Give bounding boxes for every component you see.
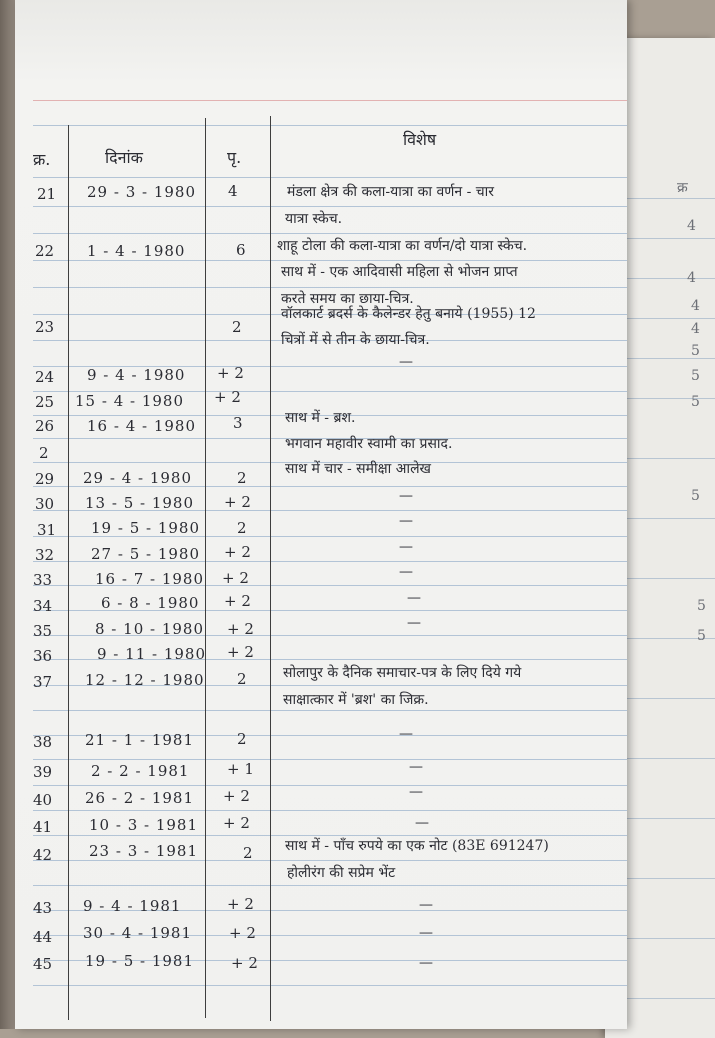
header-serial: क्र. bbox=[33, 150, 51, 169]
row-remark: — bbox=[399, 564, 413, 580]
row-date: 9 - 4 - 1980 bbox=[87, 366, 186, 384]
row-remark: वॉलकार्ट ब्रदर्स के कैलेन्डर हेतु बनाये (1955) 12 bbox=[281, 306, 536, 322]
row-page: + 2 bbox=[229, 924, 256, 942]
row-remark: साथ में - ब्रश. bbox=[285, 410, 356, 426]
register-page bbox=[15, 0, 627, 1029]
row-remark: शाहू टोला की कला-यात्रा का वर्णन/दो यात्रा स्केच. bbox=[277, 238, 528, 254]
row-serial: 33 bbox=[33, 571, 53, 589]
row-serial: 29 bbox=[35, 470, 55, 488]
row-date: 8 - 10 - 1980 bbox=[95, 620, 205, 638]
back-page-text: 5 bbox=[691, 488, 700, 504]
row-serial: 26 bbox=[35, 417, 55, 435]
row-remark: — bbox=[409, 759, 423, 775]
row-page: + 2 bbox=[227, 895, 254, 913]
row-serial: 21 bbox=[37, 185, 57, 203]
row-serial: 32 bbox=[35, 546, 55, 564]
row-date: 9 - 11 - 1980 bbox=[97, 645, 207, 663]
row-date: 19 - 5 - 1980 bbox=[91, 519, 201, 537]
row-page: + 2 bbox=[227, 620, 254, 638]
row-page: 3 bbox=[233, 414, 243, 432]
row-page: 2 bbox=[237, 730, 247, 748]
row-date: 1 - 4 - 1980 bbox=[87, 242, 186, 260]
row-date: 23 - 3 - 1981 bbox=[89, 842, 199, 860]
back-page-text: 4 bbox=[687, 270, 696, 286]
row-date: 9 - 4 - 1981 bbox=[83, 897, 182, 915]
row-remark: — bbox=[419, 925, 433, 941]
row-page: + 2 bbox=[214, 388, 241, 406]
row-page: + 2 bbox=[223, 787, 250, 805]
row-date: 12 - 12 - 1980 bbox=[85, 671, 205, 689]
row-date: 26 - 2 - 1981 bbox=[85, 789, 195, 807]
row-date: 10 - 3 - 1981 bbox=[89, 816, 199, 834]
row-remark: सोलापुर के दैनिक समाचार-पत्र के लिए दिये गये bbox=[283, 665, 522, 681]
row-remark: साथ में - एक आदिवासी महिला से भोजन प्राप्त bbox=[281, 264, 518, 280]
row-page: + 2 bbox=[224, 592, 251, 610]
row-remark: — bbox=[415, 815, 429, 831]
row-serial: 24 bbox=[35, 368, 55, 386]
row-page: + 1 bbox=[227, 760, 254, 778]
back-page-text: 5 bbox=[691, 343, 700, 359]
row-page: 2 bbox=[237, 519, 247, 537]
row-serial: 35 bbox=[33, 622, 53, 640]
row-page: + 2 bbox=[222, 569, 249, 587]
row-page: 4 bbox=[228, 182, 238, 200]
row-date: 27 - 5 - 1980 bbox=[91, 545, 201, 563]
row-page: + 2 bbox=[231, 954, 258, 972]
row-page: + 2 bbox=[227, 643, 254, 661]
back-page-text: 5 bbox=[697, 598, 706, 614]
row-remark: — bbox=[407, 590, 421, 606]
row-date: 16 - 4 - 1980 bbox=[87, 417, 197, 435]
row-remark: — bbox=[399, 488, 413, 504]
row-remark: साक्षात्कार में 'ब्रश' का जिक्र. bbox=[283, 692, 429, 708]
row-remark: — bbox=[419, 955, 433, 971]
row-serial: 41 bbox=[33, 818, 53, 836]
row-remark: — bbox=[419, 897, 433, 913]
row-page: 6 bbox=[236, 241, 246, 259]
row-date: 29 - 4 - 1980 bbox=[83, 469, 193, 487]
row-remark: — bbox=[399, 354, 413, 370]
row-date: 6 - 8 - 1980 bbox=[101, 594, 200, 612]
row-serial: 23 bbox=[35, 318, 55, 336]
header-remarks: विशेष bbox=[403, 130, 437, 149]
row-page: + 2 bbox=[223, 814, 250, 832]
row-page: + 2 bbox=[224, 543, 251, 561]
row-serial: 43 bbox=[33, 899, 53, 917]
row-page: 2 bbox=[237, 469, 247, 487]
row-serial: 37 bbox=[33, 673, 53, 691]
back-page-text: 5 bbox=[691, 394, 700, 410]
row-serial: 34 bbox=[33, 597, 53, 615]
row-serial: 2 bbox=[39, 444, 49, 462]
header-page: पृ. bbox=[227, 148, 242, 167]
row-serial: 22 bbox=[35, 242, 55, 260]
row-page: 2 bbox=[232, 318, 242, 336]
header-date: दिनांक bbox=[105, 148, 143, 167]
row-date: 30 - 4 - 1981 bbox=[83, 924, 193, 942]
row-remark: मंडला क्षेत्र की कला-यात्रा का वर्णन - चार bbox=[287, 184, 495, 200]
row-remark: — bbox=[409, 784, 423, 800]
row-remark: — bbox=[399, 726, 413, 742]
row-date: 16 - 7 - 1980 bbox=[95, 570, 205, 588]
row-remark: होलीरंग की सप्रेम भेंट bbox=[287, 865, 396, 881]
back-page-text: 4 bbox=[691, 321, 700, 337]
row-date: 19 - 5 - 1981 bbox=[85, 952, 195, 970]
row-page: 2 bbox=[243, 844, 253, 862]
back-page-text: 4 bbox=[687, 218, 696, 234]
margin-line bbox=[33, 100, 627, 101]
back-page-text: 5 bbox=[697, 628, 706, 644]
row-serial: 30 bbox=[35, 495, 55, 513]
row-remark: करते समय का छाया-चित्र. bbox=[281, 291, 414, 307]
row-serial: 42 bbox=[33, 846, 53, 864]
row-date: 29 - 3 - 1980 bbox=[87, 183, 197, 201]
back-page-text: 5 bbox=[691, 368, 700, 384]
row-remark: भगवान महावीर स्वामी का प्रसाद. bbox=[285, 436, 453, 452]
row-remark: — bbox=[407, 615, 421, 631]
back-page-text: क्र bbox=[677, 180, 688, 196]
back-page-text: 4 bbox=[691, 298, 700, 314]
row-date: 13 - 5 - 1980 bbox=[85, 494, 195, 512]
row-serial: 39 bbox=[33, 763, 53, 781]
row-remark: — bbox=[399, 539, 413, 555]
row-serial: 45 bbox=[33, 955, 53, 973]
row-serial: 36 bbox=[33, 647, 53, 665]
row-remark: यात्रा स्केच. bbox=[285, 211, 343, 227]
row-serial: 38 bbox=[33, 733, 53, 751]
row-date: 2 - 2 - 1981 bbox=[91, 762, 190, 780]
row-date: 15 - 4 - 1980 bbox=[75, 392, 185, 410]
row-serial: 25 bbox=[35, 393, 55, 411]
row-page: 2 bbox=[237, 670, 247, 688]
row-page: + 2 bbox=[217, 364, 244, 382]
row-serial: 40 bbox=[33, 791, 53, 809]
row-remark: साथ में चार - समीक्षा आलेख bbox=[285, 461, 432, 477]
row-remark: चित्रों में से तीन के छाया-चित्र. bbox=[281, 332, 430, 348]
row-serial: 44 bbox=[33, 928, 53, 946]
row-date: 21 - 1 - 1981 bbox=[85, 731, 195, 749]
row-page: + 2 bbox=[224, 493, 251, 511]
row-serial: 31 bbox=[37, 521, 57, 539]
row-remark: — bbox=[399, 513, 413, 529]
row-remark: साथ में - पाँच रुपये का एक नोट (83E 691247) bbox=[285, 838, 549, 854]
